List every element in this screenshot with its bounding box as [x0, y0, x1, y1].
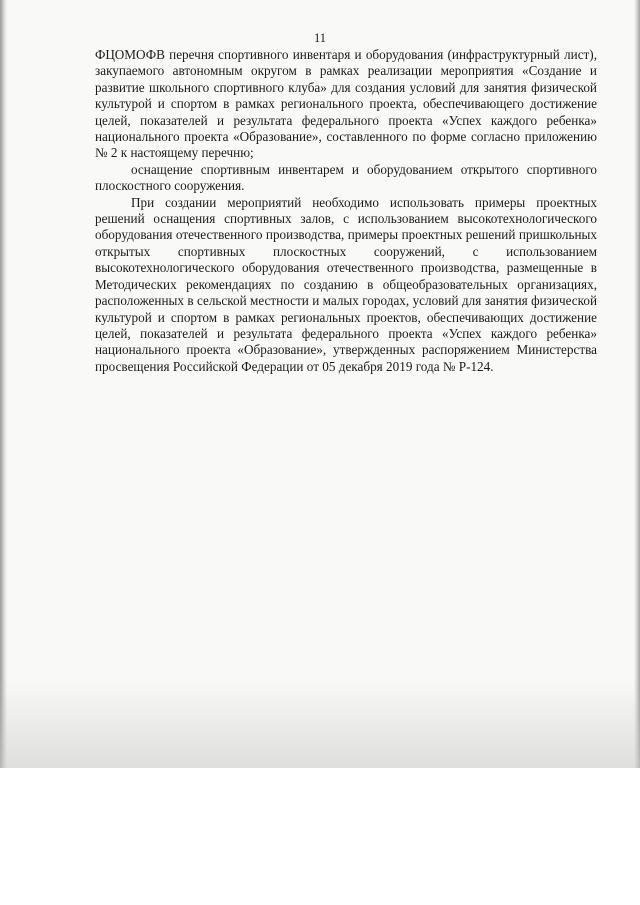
scan-edge-right — [634, 0, 640, 768]
scan-edge-left — [0, 0, 7, 768]
document-body — [95, 47, 597, 375]
scan-bottom-shade — [0, 678, 640, 768]
paragraph-equipment: оснащение спортивным инвентарем и оборудованием открытого спортивного плоскостного сооружения. — [95, 161, 597, 194]
paragraph-recommendations: При создании мероприятий необходимо использовать примеры проектных решений оснащения спортивных залов, с использованием высокотехнологического оборудования отечественного производства, примеры проектных решений пришкольных открытых спортивных плоскостных сооружений, с использованием высокотехнологического оборудования отечественного производства, размещенные в Методических рекомендациях по созданию в общеобразовательных организациях, расположенных в сельской местности и малых городах, условий для занятия физической культурой и спортом в рамках региональных проектов, обеспечивающих достижение целей, показателей и результата федерального проекта «Успех каждого ребенка» национального проекта «Образование», утвержденных распоряжением Министерства просвещения Российской Федерации от 05 декабря 2019 года № Р-124. — [95, 194, 597, 374]
paragraph-continuation: ФЦОМОФВ перечня спортивного инвентаря и оборудования (инфраструктурный лист), закупаемого автономным округом в рамках реализации мероприятия «Создание и развитие школьного спортивного клуба» для создания условий для занятия физической культурой и спортом в рамках регионального проекта, обеспечивающего достижение целей, показателей и результата федерального проекта «Успех каждого ребенка» национального проекта «Образование», составленного по форме согласно приложению № 2 к настоящему перечню; — [95, 47, 597, 161]
page-number: 11 — [313, 31, 327, 45]
